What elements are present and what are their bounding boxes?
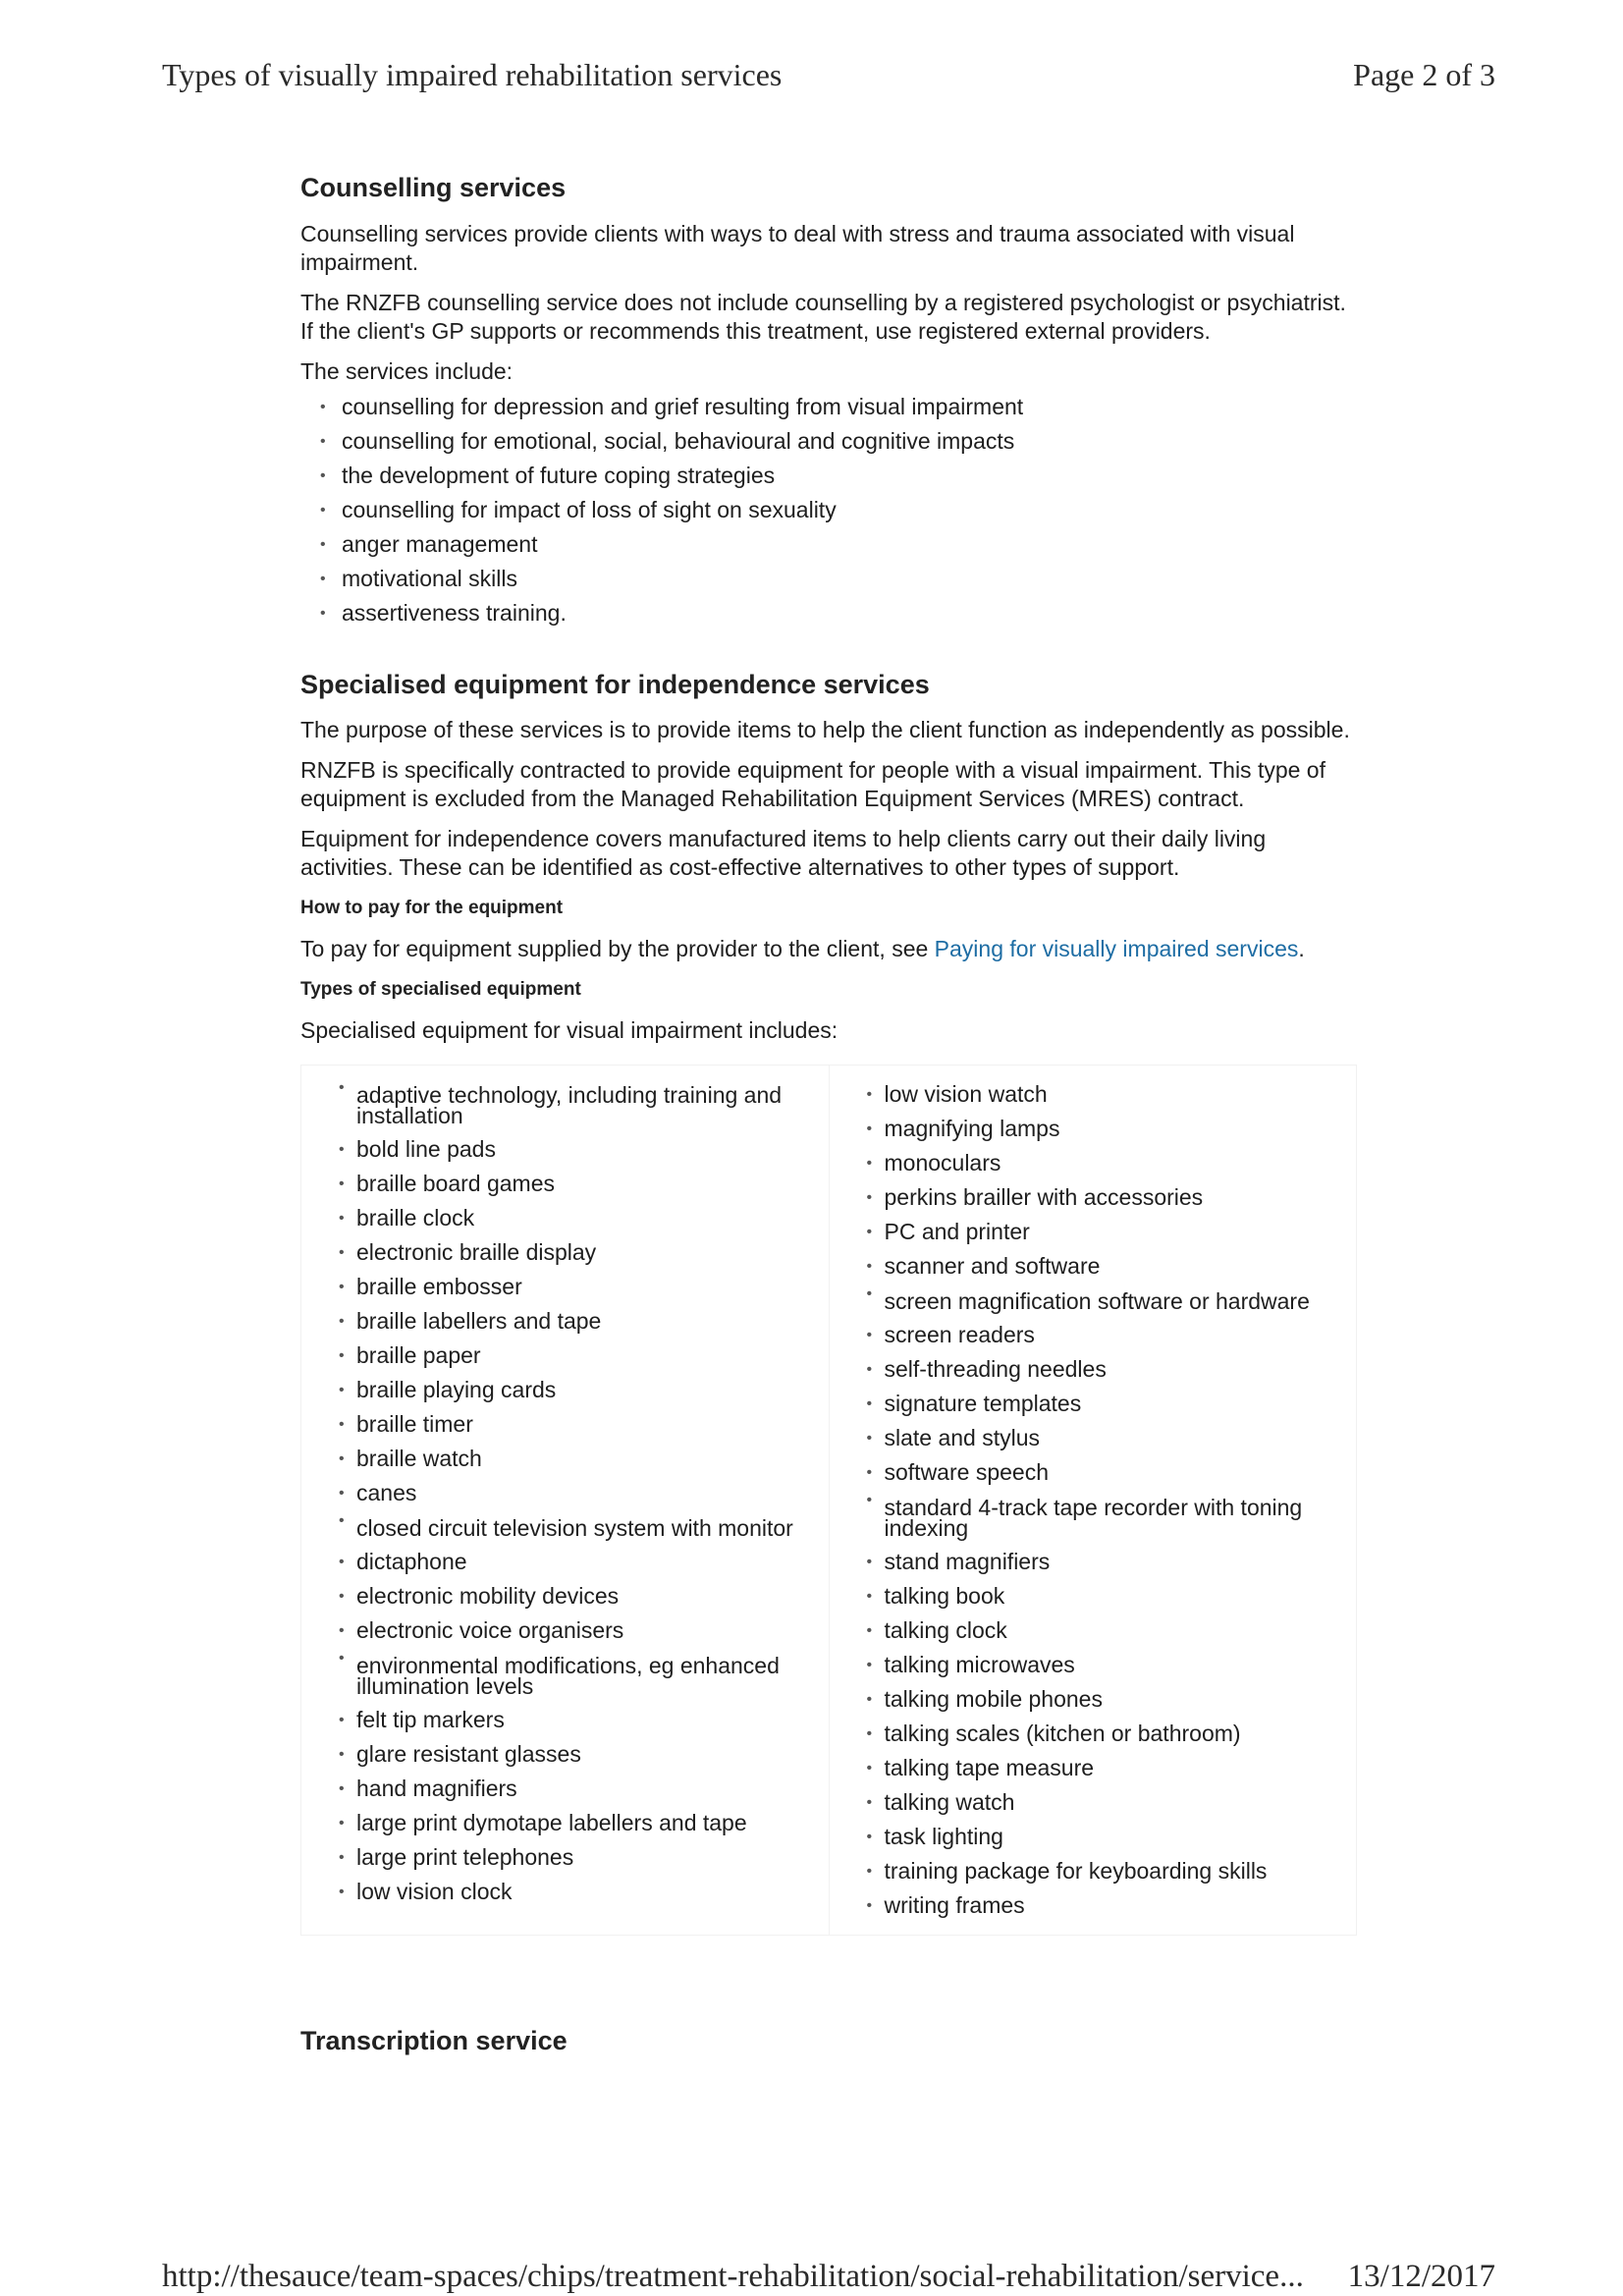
counselling-paragraph-3: The services include: (300, 358, 514, 384)
counselling-heading: Counselling services (300, 173, 567, 202)
print-date: 13/12/2017 (1347, 2259, 1495, 2294)
list-item: • large print dymotape labellers and tape (301, 1806, 829, 1840)
equipment-paragraph-3: Equipment for independence covers manufactured items to help clients carry out their daily living activities. These can be identified as cost-effective alternatives to other types of support. (300, 826, 1267, 880)
list-item: • talking microwaves (830, 1648, 1357, 1682)
list-item: • the development of future coping strategies (300, 459, 1361, 493)
print-header (162, 57, 1495, 93)
list-item: • low vision watch (830, 1077, 1357, 1112)
list-item: • low vision clock (301, 1875, 829, 1909)
list-item: • assertiveness training. (300, 596, 1361, 630)
print-footer (162, 2259, 1495, 2295)
list-item: • braille paper (301, 1339, 829, 1373)
list-item: • braille clock (301, 1201, 829, 1235)
list-item: • PC and printer (830, 1215, 1357, 1249)
pay-end: . (1298, 936, 1305, 961)
list-item: • slate and stylus (830, 1421, 1357, 1455)
list-item: • writing frames (830, 1888, 1357, 1923)
equipment-paragraph-2: RNZFB is specifically contracted to provide equipment for people with a visual impairment. This type of equipment is excluded from the Managed Rehabilitation Equipment Services (MRES) contract. (300, 757, 1325, 811)
page-url: http://thesauce/team-spaces/chips/treatment-rehabilitation/social-rehabilitation/service... (162, 2259, 1304, 2294)
equipment-table (300, 1065, 1357, 1936)
equipment-column-right (829, 1066, 1357, 1935)
list-item: • task lighting (830, 1820, 1357, 1854)
page-number: Page 2 of 3 (1353, 57, 1495, 92)
list-item: • hand magnifiers (301, 1772, 829, 1806)
list-item: • counselling for impact of loss of sight on sexuality (300, 493, 1361, 527)
pay-heading: How to pay for the equipment (300, 898, 564, 918)
equipment-list-left (301, 1077, 829, 1909)
list-item: • signature templates (830, 1387, 1357, 1421)
list-item: • electronic mobility devices (301, 1579, 829, 1613)
list-item: • anger management (300, 527, 1361, 562)
equipment-paragraph-1: The purpose of these services is to provide items to help the client function as independently as possible. (300, 717, 1350, 742)
counselling-paragraph-2: The RNZFB counselling service does not include counselling by a registered psychologist or psychiatrist. If the client's GP supports or recommends this treatment, use registered external providers. (300, 290, 1346, 344)
list-item: • canes (301, 1476, 829, 1510)
list-item: • counselling for depression and grief resulting from visual impairment (300, 390, 1361, 424)
document-title: Types of visually impaired rehabilitation services (162, 57, 783, 92)
list-item: • braille embosser (301, 1270, 829, 1304)
list-item: • braille timer (301, 1407, 829, 1442)
list-item: • braille watch (301, 1442, 829, 1476)
types-intro: Specialised equipment for visual impairment includes: (300, 1017, 839, 1043)
list-item: • perkins brailler with accessories (830, 1180, 1357, 1215)
main-content (300, 173, 1361, 2056)
pay-paragraph (300, 935, 1361, 963)
list-item: • talking book (830, 1579, 1357, 1613)
list-item: • screen magnification software or hardware (830, 1284, 1357, 1318)
list-item: • self-threading needles (830, 1352, 1357, 1387)
list-item: • braille playing cards (301, 1373, 829, 1407)
equipment-column-left (301, 1066, 829, 1935)
pay-text: To pay for equipment supplied by the provider to the client, see (300, 936, 929, 961)
list-item: • felt tip markers (301, 1703, 829, 1737)
list-item: • scanner and software (830, 1249, 1357, 1284)
list-item: • screen readers (830, 1318, 1357, 1352)
list-item: • closed circuit television system with monitor (301, 1510, 829, 1545)
list-item: • braille labellers and tape (301, 1304, 829, 1339)
list-item: • bold line pads (301, 1132, 829, 1167)
list-item: • standard 4-track tape recorder with toning indexing (830, 1490, 1357, 1545)
counselling-list (300, 390, 1361, 630)
list-item: • talking scales (kitchen or bathroom) (830, 1717, 1357, 1751)
list-item: • glare resistant glasses (301, 1737, 829, 1772)
list-item: • monoculars (830, 1146, 1357, 1180)
equipment-heading: Specialised equipment for independence services (300, 670, 930, 699)
list-item: • motivational skills (300, 562, 1361, 596)
list-item: • electronic voice organisers (301, 1613, 829, 1648)
list-item: • stand magnifiers (830, 1545, 1357, 1579)
types-heading: Types of specialised equipment (300, 979, 581, 1000)
list-item: • software speech (830, 1455, 1357, 1490)
list-item: • environmental modifications, eg enhanced illumination levels (301, 1648, 829, 1703)
list-item: • braille board games (301, 1167, 829, 1201)
list-item: • talking tape measure (830, 1751, 1357, 1785)
list-item: • counselling for emotional, social, behavioural and cognitive impacts (300, 424, 1361, 459)
counselling-paragraph-1: Counselling services provide clients with ways to deal with stress and trauma associated with visual impairment. (300, 221, 1295, 275)
list-item: • talking watch (830, 1785, 1357, 1820)
list-item: • talking clock (830, 1613, 1357, 1648)
equipment-list-right (830, 1077, 1357, 1923)
list-item: • adaptive technology, including training and installation (301, 1077, 829, 1132)
list-item: • talking mobile phones (830, 1682, 1357, 1717)
transcription-heading: Transcription service (300, 2026, 568, 2055)
list-item: • magnifying lamps (830, 1112, 1357, 1146)
list-item: • large print telephones (301, 1840, 829, 1875)
list-item: • training package for keyboarding skills (830, 1854, 1357, 1888)
list-item: • dictaphone (301, 1545, 829, 1579)
paying-services-link[interactable]: Paying for visually impaired services (934, 936, 1299, 961)
list-item: • electronic braille display (301, 1235, 829, 1270)
